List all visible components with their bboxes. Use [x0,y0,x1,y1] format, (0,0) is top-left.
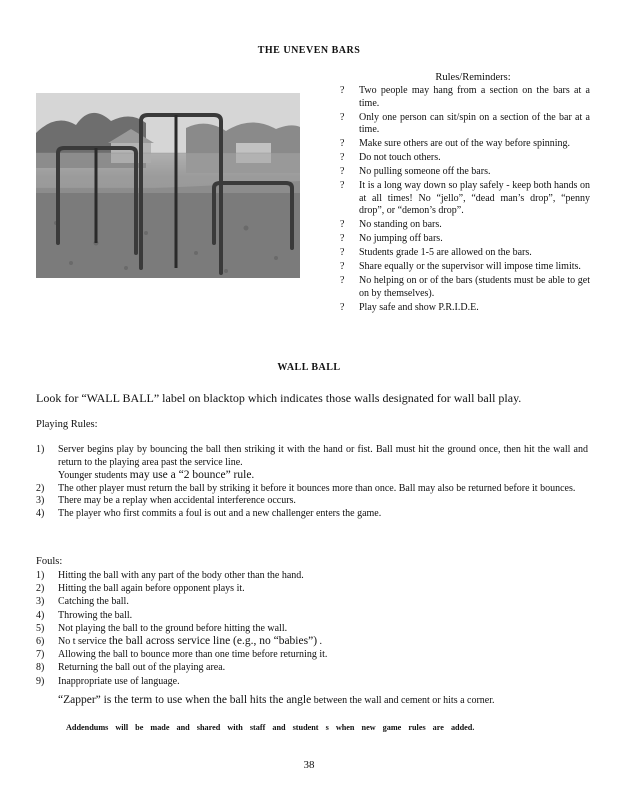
rule-text: Do not touch others. [359,152,441,163]
rule-item [340,166,590,179]
foul-item [36,622,588,635]
item-text: Hitting the ball with any part of the body other than the hand. [58,570,304,581]
playing-rule-item [36,495,588,508]
item-number: 6) [36,636,45,648]
foul-item [36,582,588,595]
item-text-line2a: Younger students [58,470,130,481]
rule-marker: ? [340,247,345,258]
item-number: 4) [36,507,45,519]
rule-marker: ? [340,180,345,191]
zapper-text-a: “Zapper” is the term to use when the ball hits the angle [58,694,312,706]
item-number: 3) [36,495,45,506]
rule-marker: ? [340,261,345,272]
page-title: THE UNEVEN BARS [257,45,361,56]
zapper-note [58,694,495,706]
item-text: There may be a replay when accidental interference occurs. [58,495,296,506]
wall-ball-heading: WALL BALL [277,362,341,373]
rule-marker: ? [340,219,345,230]
rule-item [340,247,590,260]
item-text: Throwing the ball. [58,609,133,621]
item-number: 9) [36,675,45,687]
item-text-c: . [317,636,323,648]
rule-marker: ? [340,233,345,244]
item-text: Catching the ball. [58,596,129,608]
wall-ball-intro: Look for “WALL BALL” label on blacktop which indicates those walls designated for wall ball play. [36,391,522,405]
rules-list [340,85,590,316]
item-text-b: the ball across service line (e.g., no “babies”) [108,635,318,648]
rule-text: Students grade 1-5 are allowed on the bars. [359,247,532,258]
item-text: Not playing the ball to the ground before hitting the wall. [58,622,288,634]
item-text [58,444,588,483]
rule-item [340,233,590,246]
rule-marker: ? [340,111,345,123]
rule-text: No helping on or of the bars (students must be able to get on by themselves). [359,275,590,299]
item-number: 1) [36,570,45,581]
foul-item [36,675,588,688]
playing-rule-item [36,508,588,521]
foul-item [36,595,588,608]
rule-text: Share equally or the supervisor will impose time limits. [359,261,581,272]
rule-item [340,261,590,274]
zapper-text-b: between the wall and cement or hits a corner. [311,695,495,706]
photo-graphic [36,93,300,278]
playing-rules-list [36,444,588,520]
item-number: 4) [36,609,45,621]
rule-item [340,85,590,110]
rule-text: No jumping off bars. [359,233,443,244]
rule-text: Play safe and show P.R.I.D.E. [359,301,479,313]
item-text: Hitting the ball again before opponent plays it. [58,583,245,595]
item-text [58,635,588,648]
item-number: 5) [36,622,45,634]
playing-rule-item [36,483,588,496]
rule-item [340,219,590,232]
rule-item [340,112,590,137]
item-text: Inappropriate use of language. [58,675,180,687]
rule-item [340,138,590,151]
rule-text: No pulling someone off the bars. [359,166,491,177]
item-number: 8) [36,662,45,674]
rules-title: Rules/Reminders: [435,72,511,83]
item-text-line2b: may use a “2 bounce” rule. [129,469,255,481]
rule-item [340,302,590,315]
item-number: 2) [36,583,45,595]
rule-marker: ? [340,138,345,149]
rule-marker: ? [340,301,345,313]
rule-text: Only one person can sit/spin on a section of the bar at a time. [359,111,590,135]
item-number: 2) [36,482,45,494]
item-text: The player who first commits a foul is out and a new challenger enters the game. [58,507,382,519]
item-text: Allowing the ball to bounce more than one time before returning it. [58,649,328,661]
addendum-note: Addendums will be made and shared with staff and student s when new game rules are added. [66,723,475,732]
page-number: 38 [303,759,315,771]
rule-marker: ? [340,166,345,177]
item-number: 3) [36,596,45,608]
fouls-label: Fouls: [36,556,63,567]
foul-item [36,609,588,622]
rule-text: No standing on bars. [359,219,442,230]
rule-marker: ? [340,152,345,163]
rule-marker: ? [340,85,345,96]
item-text-a: No t service [58,636,109,648]
rule-marker: ? [340,275,345,286]
rule-text: Make sure others are out of the way before spinning. [359,138,571,149]
foul-item [36,569,588,582]
playing-rule-item [36,444,588,483]
item-number: 1) [36,444,45,455]
rule-item [340,152,590,165]
foul-item [36,648,588,661]
item-text: Returning the ball out of the playing area. [58,662,226,674]
rule-item [340,275,590,300]
item-text-main: Server begins play by bouncing the ball then striking it with the hand or fist. Ball must hit the ground once, then hit the wall and return to the playing area past the service line. [58,444,588,468]
fouls-list [36,569,588,688]
foul-item [36,635,588,648]
item-text: The other player must return the ball by striking it before it bounces more than once. Ball may also be returned before it bounces. [58,482,576,494]
foul-item [36,661,588,674]
playing-rules-label: Playing Rules: [36,419,98,430]
uneven-bars-photo [36,93,300,278]
item-number: 7) [36,649,45,661]
rule-text: It is a long way down so play safely - keep both hands on at all times! No “jello”, “dead man’s drop”, “penny drop”, or “demon’s drop”. [359,180,590,216]
rule-item [340,180,590,218]
rule-text: Two people may hang from a section on the bars at a time. [359,85,590,109]
